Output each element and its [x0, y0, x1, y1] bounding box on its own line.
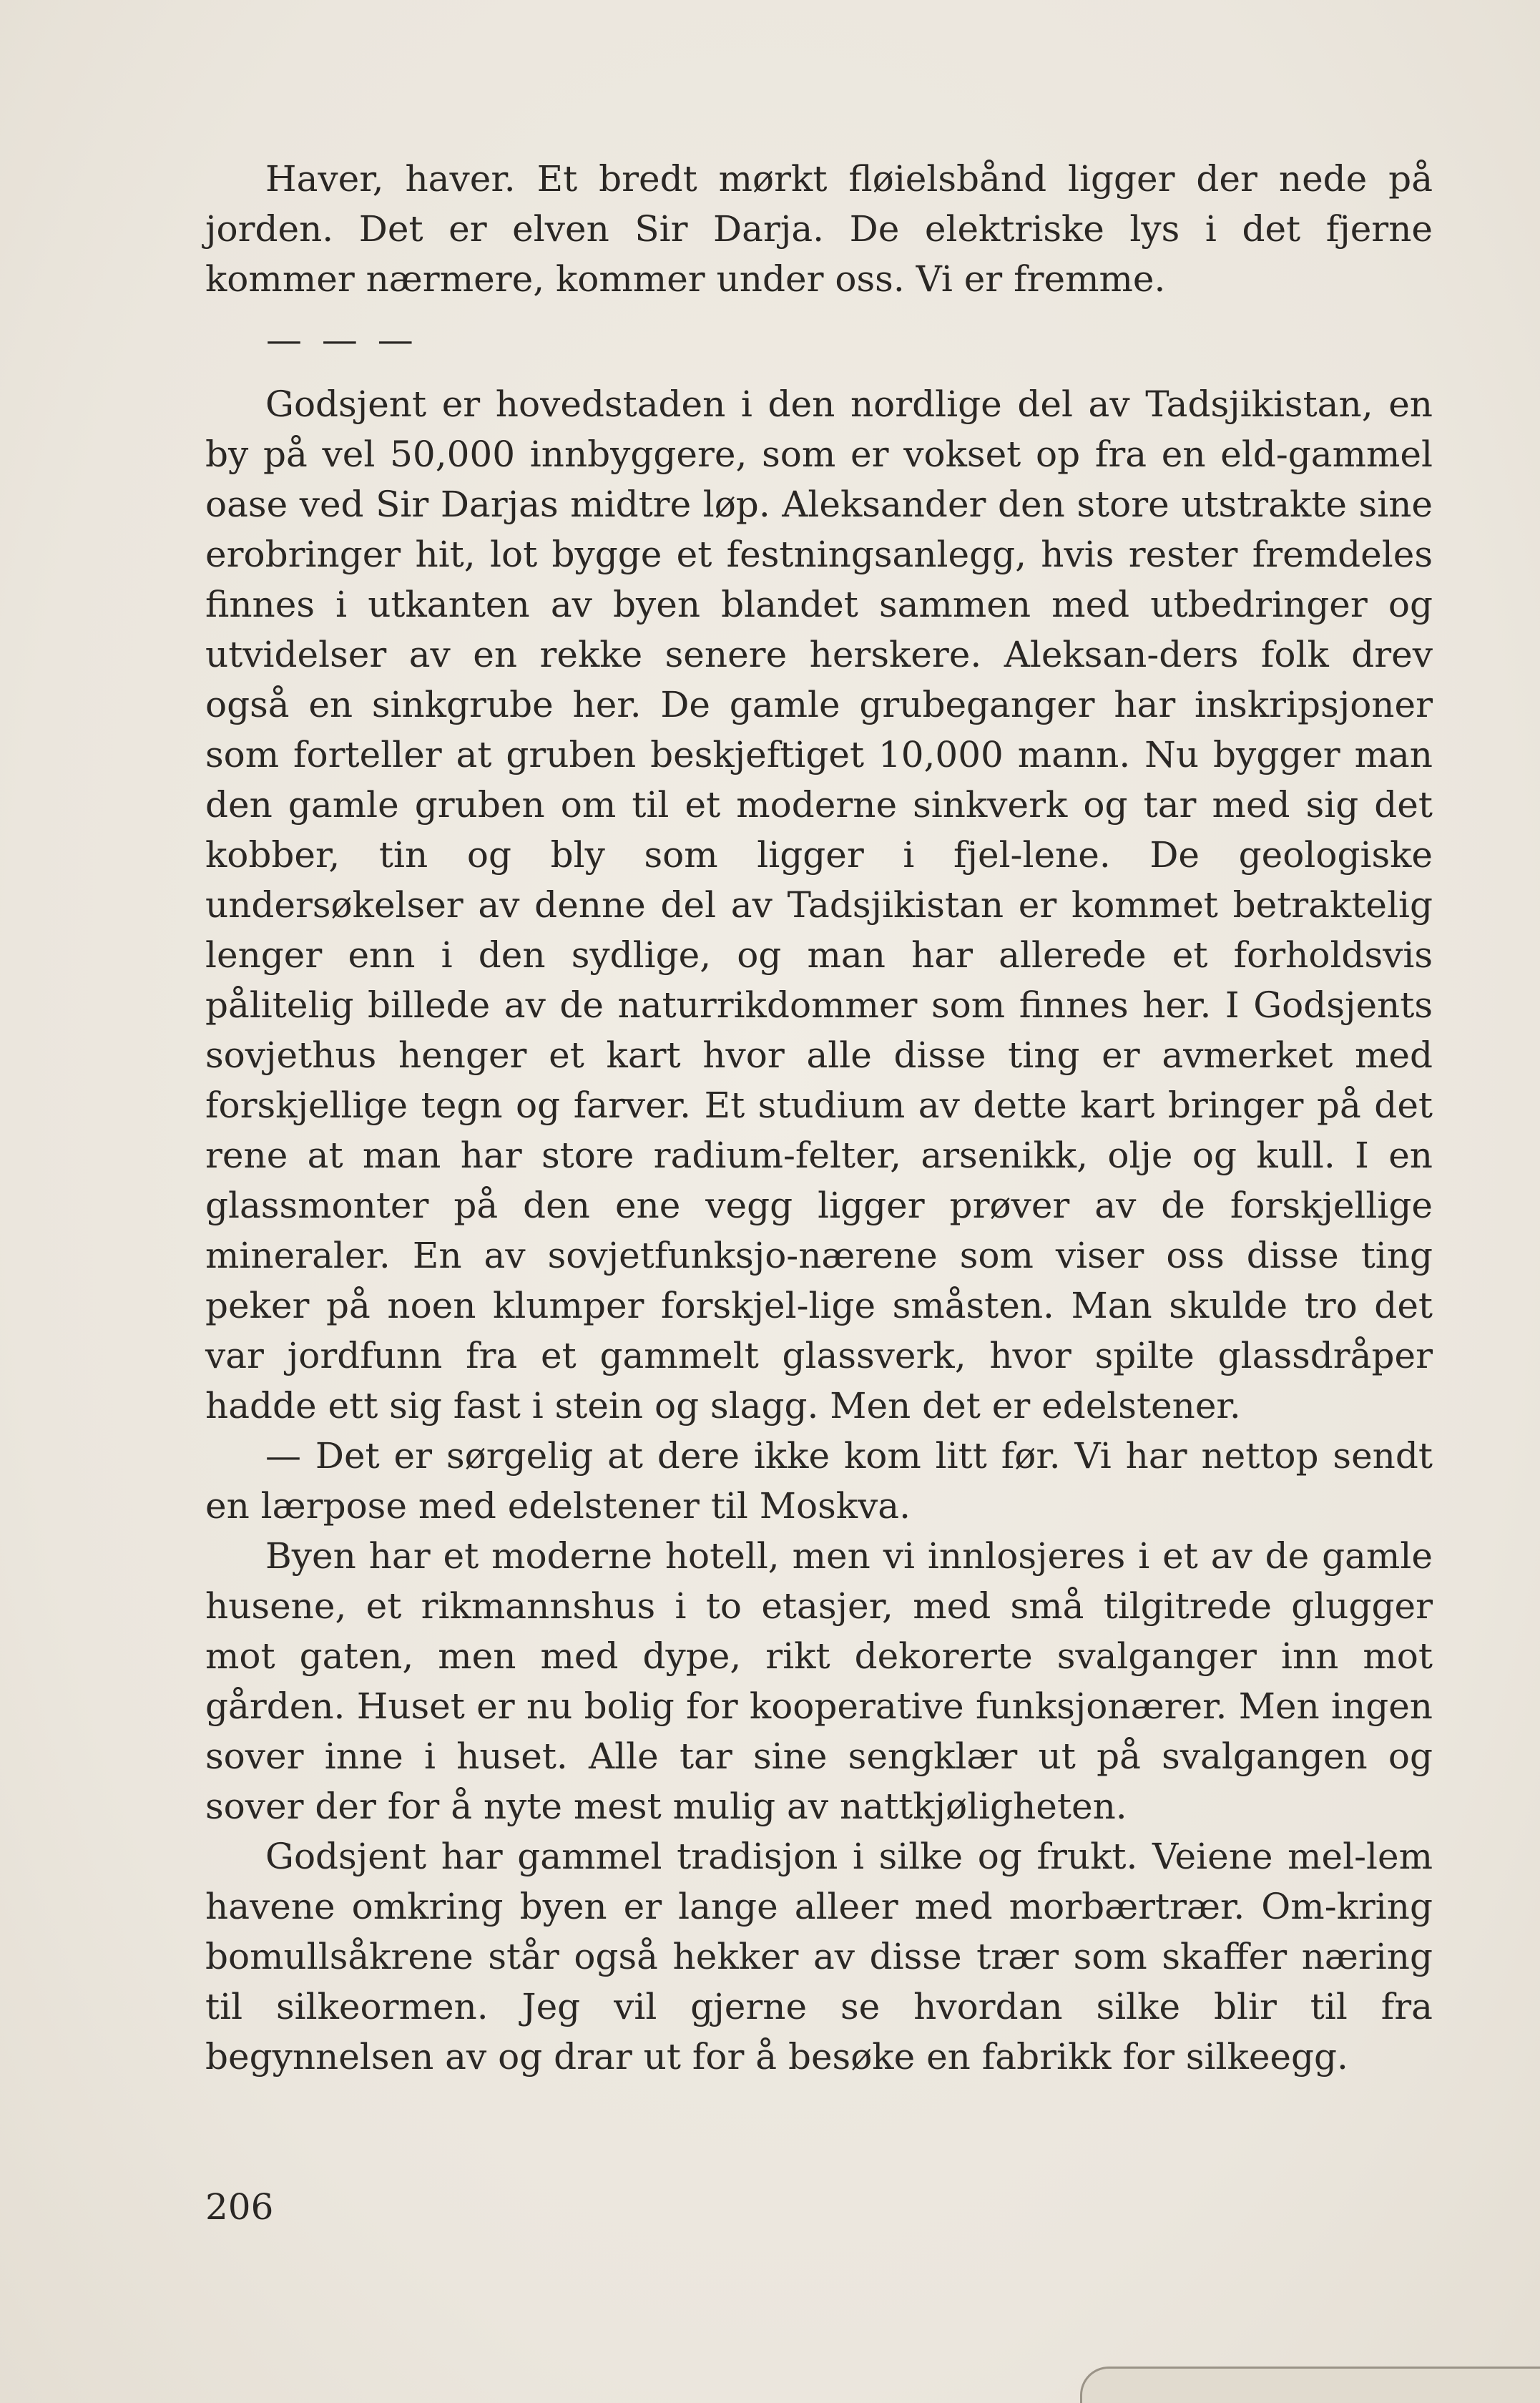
paragraph-opening: Haver, haver. Et bredt mørkt fløielsbånd ligger der nede på jorden. Det er elven Sir Darja. De elektriske lys i det fjerne kommer nærmere, kommer under oss. Vi er fremme.: [205, 158, 1433, 300]
text-block-body: [205, 379, 1433, 2082]
paragraph-silk: Godsjent har gammel tradisjon i silke og frukt. Veiene mel-lem havene omkring byen er lange alleer med morbærtrær. Om-kring bomullsåkrene står også hekker av disse trær som skaffer næring til silkeormen. Jeg vil gjerne se hvordan silke blir til fra begynnelsen av og drar ut for å besøke en fabrikk for silkeegg.: [205, 1836, 1433, 2077]
section-separator: — — —: [266, 319, 418, 361]
paragraph-dialogue: — Det er sørgelig at dere ikke kom litt før. Vi har nettop sendt en lærpose med edelstener til Moskva.: [205, 1435, 1433, 1527]
page-corner-edge: [1080, 2367, 1540, 2403]
paragraph-godsjent: Godsjent er hovedstaden i den nordlige del av Tadsjikistan, en by på vel 50,000 innbyggere, som er vokset op fra en eld-gammel oase ved Sir Darjas midtre løp. Aleksander den store utstrakte sine erobringer hit, lot bygge et festningsanlegg, hvis rester fremdeles finnes i utkanten av byen blandet sammen med utbedringer og utvidelser av en rekke senere herskere. Aleksan-ders folk drev også en sinkgrube her. De gamle grubeganger har inskripsjoner som forteller at gruben beskjeftiget 10,000 mann. Nu bygger man den gamle gruben om til et moderne sinkverk og tar med sig det kobber, tin og bly som ligger i fjel-lene. De geologiske undersøkelser av denne del av Tadsjikistan er kommet betraktelig lenger enn i den sydlige, og man har allerede et forholdsvis pålitelig billede av de naturrikdommer som finnes her. I Godsjents sovjethus henger et kart hvor alle disse ting er avmerket med forskjellige tegn og farver. Et studium av dette kart bringer på det rene at man har store radium-felter, arsenikk, olje og kull. I en glassmonter på den ene vegg ligger prøver av de forskjellige mineraler. En av sovjetfunksjo-nærene som viser oss disse ting peker på noen klumper forskjel-lige småsten. Man skulde tro det var jordfunn fra et gammelt glassverk, hvor spilte glassdråper hadde ett sig fast i stein og slagg. Men det er edelstener.: [205, 383, 1433, 1426]
paragraph-hotel: Byen har et moderne hotell, men vi innlosjeres i et av de gamle husene, et rikmannshus i to etasjer, med små tilgitrede glugger mot gaten, men med dype, rikt dekorerte svalganger inn mot gården. Huset er nu bolig for kooperative funksjonærer. Men ingen sover inne i huset. Alle tar sine sengklær ut på svalgangen og sover der for å nyte mest mulig av nattkjøligheten.: [205, 1535, 1433, 1827]
text-block-top: [205, 154, 1433, 304]
page-number: 206: [205, 2186, 274, 2228]
